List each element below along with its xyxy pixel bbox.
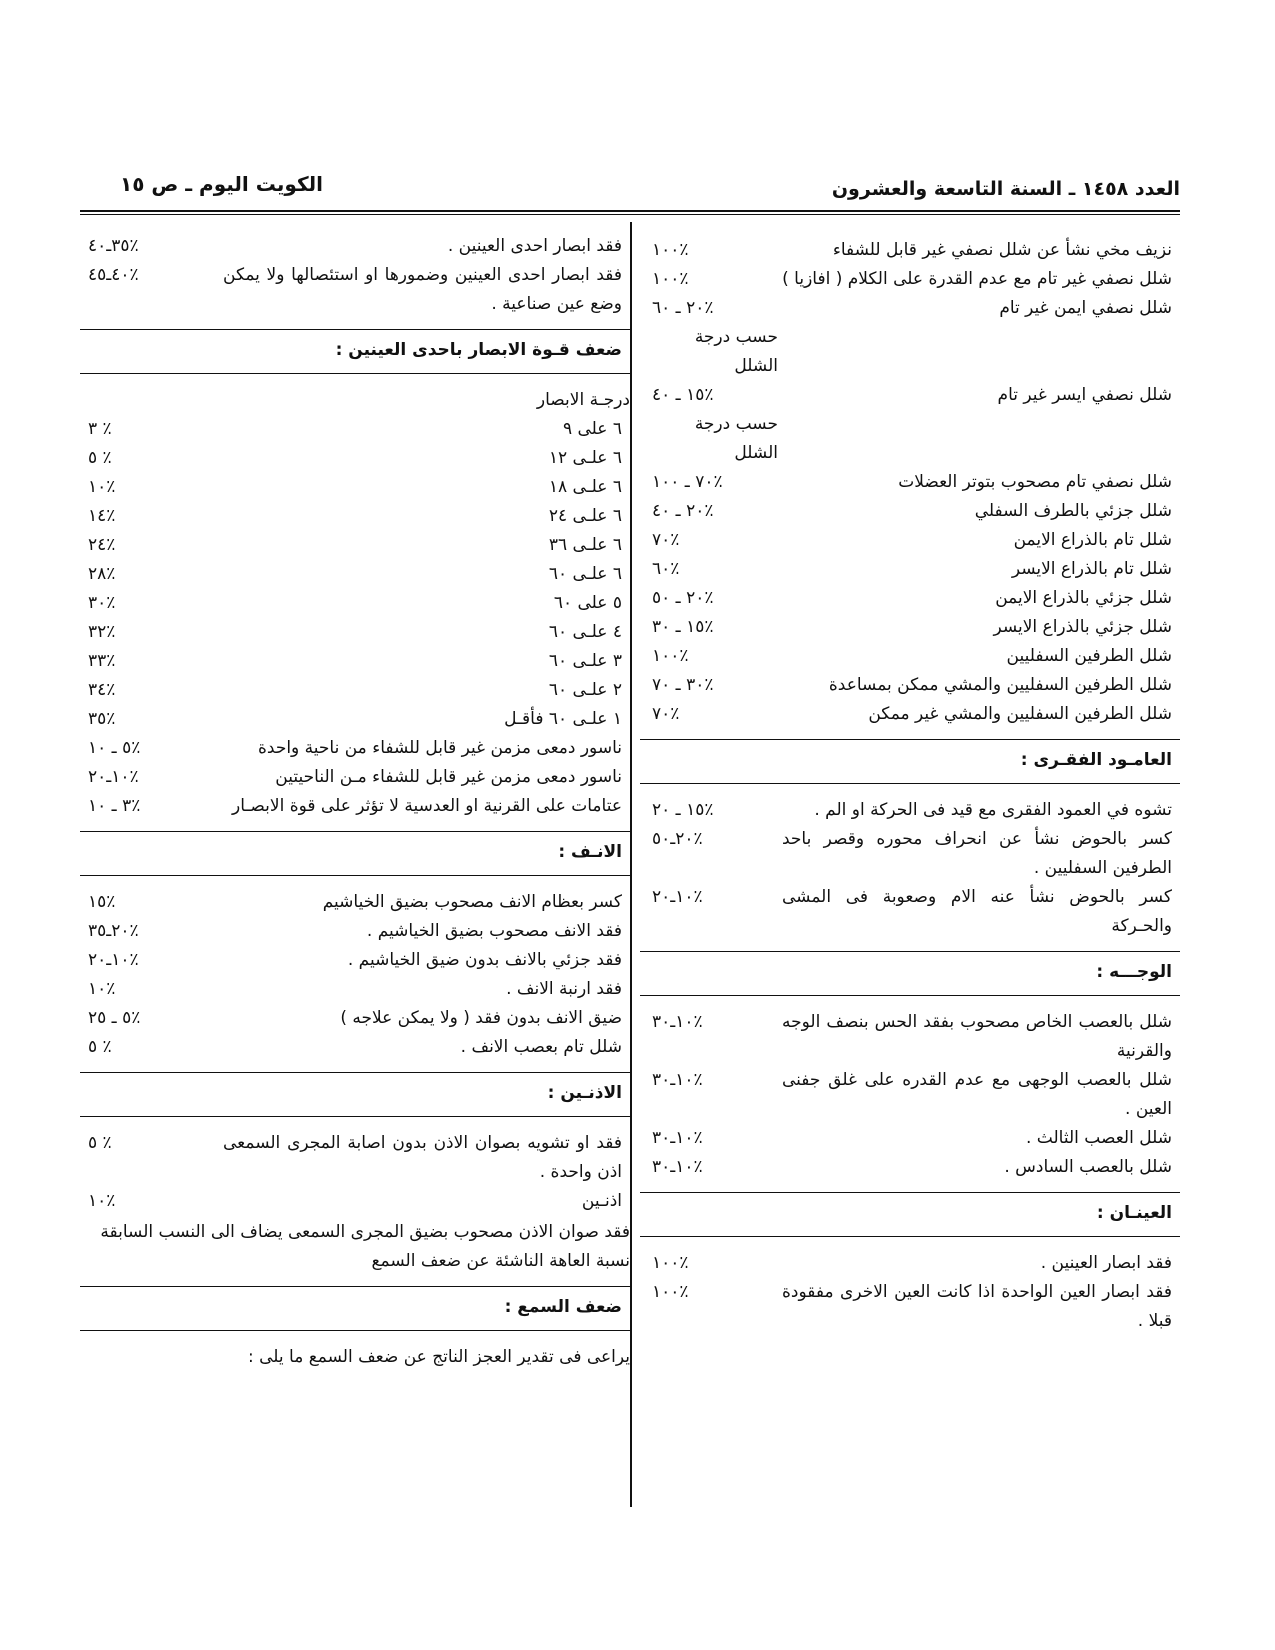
percentage-value: ١٥ ـ ٣٠٪ xyxy=(652,617,714,637)
vision-other-list xyxy=(80,734,630,821)
hearing-text: يراعى فى تقدير العجز الناتج عن ضعف السمع ما يلى : xyxy=(247,1347,630,1367)
item-description: شلل تام بعصب الانف . xyxy=(460,1037,622,1057)
percentage-note: حسب درجة الشلل xyxy=(694,327,778,376)
item-description: ناسور دمعى مزمن غير قابل للشفاء مـن الناحيتين xyxy=(275,767,622,787)
item-percentage xyxy=(80,1129,223,1158)
list-item xyxy=(80,1187,630,1216)
item-description: تشوه في العمود الفقرى مع قيد فى الحركة او الم . xyxy=(814,800,1172,820)
percentage-value: ١٠٪ xyxy=(88,1191,116,1211)
left-column xyxy=(80,232,630,1378)
percentage-value: ٣٠٪ xyxy=(88,593,116,613)
eyes-list xyxy=(640,1249,1180,1336)
item-description: ٣ علـى ٦٠ xyxy=(548,651,622,671)
item-description: ٦ علـى ٢٤ xyxy=(548,506,622,526)
item-percentage xyxy=(644,1278,782,1307)
percentage-value: ١٠ـ٣٠٪ xyxy=(652,1128,703,1148)
list-item xyxy=(640,265,1180,294)
ears-note: فقد صوان الاذن مصحوب بضيق المجرى السمعى يضاف الى النسب السابقة نسبة العاهة الناشئة عن ضعف السمع xyxy=(100,1222,630,1271)
item-description: ناسور دمعى مزمن غير قابل للشفاء من ناحية واحدة xyxy=(258,738,622,758)
percentage-value: ٥ ٪ xyxy=(88,1037,112,1057)
item-description: شلل بالعصب السادس . xyxy=(1004,1157,1172,1177)
section-title-face: الوجـــه : xyxy=(640,951,1180,996)
item-description: فقد ابصار العينين . xyxy=(1040,1253,1172,1273)
item-percentage xyxy=(80,444,223,473)
item-description: شلل بالعصب الخاص مصحوب بفقد الحس بنصف الوجه والقرنية xyxy=(782,1012,1172,1061)
percentage-value: ٣٥٪ xyxy=(88,709,116,729)
item-percentage xyxy=(644,584,782,613)
item-description: ٦ علـى ١٢ xyxy=(548,448,622,468)
item-percentage xyxy=(80,734,223,763)
vision-grade-heading: درجـة الابصار xyxy=(536,390,630,410)
item-percentage xyxy=(644,796,782,825)
percentage-value: ٣٠ ـ ٧٠٪ xyxy=(652,675,714,695)
percentage-value: ٥ ٪ xyxy=(88,448,112,468)
percentage-value: ٢٠ ـ ٦٠٪ xyxy=(652,298,714,318)
percentage-value: ٢٤٪ xyxy=(88,535,116,555)
percentage-value: ٢٠ ـ ٥٠٪ xyxy=(652,588,714,608)
percentage-value: ١٠ـ٣٠٪ xyxy=(652,1070,703,1090)
paralysis-list xyxy=(640,236,1180,729)
percentage-note: حسب درجة الشلل xyxy=(694,414,778,463)
item-percentage xyxy=(80,705,223,734)
item-description: شلل نصفي تام مصحوب بتوتر العضلات xyxy=(898,472,1172,492)
item-description: شلل بالعصب الوجهى مع عدم القدره على غلق جفنى العين . xyxy=(782,1070,1172,1119)
list-item xyxy=(80,888,630,917)
item-percentage xyxy=(80,1004,223,1033)
item-description: شلل تام بالذراع الايسر xyxy=(1011,559,1172,579)
list-item xyxy=(80,261,630,319)
item-description: كسر بالحوض نشأ عنه الام وصعوبة فى المشى والحـركة xyxy=(782,887,1172,936)
item-description: فقد ارنبة الانف . xyxy=(506,979,622,999)
journal-page-label: الكويت اليوم ـ ص ١٥ xyxy=(120,172,323,196)
issue-number: العدد ١٤٥٨ ـ السنة التاسعة والعشرون xyxy=(831,178,1180,200)
percentage-value: ١٠٠٪ xyxy=(652,269,689,289)
percentage-value: ٣٢٪ xyxy=(88,622,116,642)
page-header xyxy=(80,170,1180,210)
percentage-value: ١٠٠٪ xyxy=(652,1282,689,1302)
section-title-vision: ضعف قـوة الابصار باحدى العينين : xyxy=(80,329,630,374)
item-percentage xyxy=(80,261,223,290)
right-column xyxy=(640,236,1180,1336)
item-percentage xyxy=(644,883,782,912)
item-description: شلل العصب الثالث . xyxy=(1026,1128,1172,1148)
item-percentage xyxy=(80,946,223,975)
item-description: شلل جزئي بالذراع الايسر xyxy=(993,617,1172,637)
item-percentage xyxy=(80,792,223,821)
item-description: فقد ابصار احدى العينين . xyxy=(447,236,622,256)
percentage-value: ١٠ـ٣٠٪ xyxy=(652,1157,703,1177)
item-description: فقد او تشويه بصوان الاذن بدون اصابة المجرى السمعى اذن واحدة . xyxy=(223,1133,622,1182)
item-percentage xyxy=(80,531,223,560)
item-description: ضيق الانف بدون فقد ( ولا يمكن علاجه ) xyxy=(340,1008,622,1028)
item-description: شلل تام بالذراع الايمن xyxy=(1013,530,1172,550)
list-item xyxy=(640,1124,1180,1153)
item-percentage xyxy=(644,381,782,468)
percentage-value: ٣٤٪ xyxy=(88,680,116,700)
item-percentage xyxy=(644,671,782,700)
item-description: شلل نصفي ايسر غير تام xyxy=(997,385,1172,405)
item-percentage xyxy=(644,526,782,555)
percentage-value: ١٠٪ xyxy=(88,979,116,999)
percentage-value: ١٤٪ xyxy=(88,506,116,526)
section-title-nose: الانـف : xyxy=(80,831,630,876)
list-item xyxy=(80,473,630,502)
percentage-value: ٧٠ ـ ١٠٠٪ xyxy=(652,472,723,492)
list-item xyxy=(80,560,630,589)
eye-loss-list xyxy=(80,232,630,319)
section-title-hearing: ضعف السمع : xyxy=(80,1286,630,1331)
header-rule-thin xyxy=(80,214,1180,215)
item-percentage xyxy=(644,825,782,854)
section-title-spine: العامـود الفقـرى : xyxy=(640,739,1180,784)
item-percentage xyxy=(644,1249,782,1278)
percentage-value: ١٠ـ٣٠٪ xyxy=(652,1012,703,1032)
item-description: شلل نصفي غير تام مع عدم القدرة على الكلام ( افازيا ) xyxy=(782,269,1172,289)
item-description: اذنـين xyxy=(581,1191,622,1211)
item-description: كسر بعظام الانف مصحوب بضيق الخياشيم xyxy=(322,892,622,912)
item-percentage xyxy=(80,560,223,589)
item-percentage xyxy=(80,917,223,946)
percentage-value: ٧٠٪ xyxy=(652,530,680,550)
item-percentage xyxy=(80,888,223,917)
item-percentage xyxy=(644,294,782,381)
list-item xyxy=(80,444,630,473)
list-item xyxy=(640,613,1180,642)
item-percentage xyxy=(80,647,223,676)
percentage-value: ٧٠٪ xyxy=(652,704,680,724)
item-percentage xyxy=(644,700,782,729)
nose-list xyxy=(80,888,630,1062)
percentage-value: ١٠ـ٢٠٪ xyxy=(652,887,703,907)
percentage-value: ٣٣٪ xyxy=(88,651,116,671)
item-percentage xyxy=(80,618,223,647)
item-percentage xyxy=(644,265,782,294)
item-percentage xyxy=(80,676,223,705)
list-item xyxy=(640,294,1180,381)
item-description: شلل الطرفين السفليين xyxy=(1006,646,1172,666)
list-item xyxy=(640,642,1180,671)
item-description: ٥ على ٦٠ xyxy=(553,593,622,613)
item-percentage xyxy=(644,468,782,497)
item-description: شلل الطرفين السفليين والمشي غير ممكن xyxy=(868,704,1172,724)
item-description: ٤ علـى ٦٠ xyxy=(548,622,622,642)
percentage-value: ٣ ٪ xyxy=(88,419,112,439)
list-item xyxy=(640,555,1180,584)
item-description: ١ علـى ٦٠ فأقـل xyxy=(504,709,622,729)
item-percentage xyxy=(80,473,223,502)
list-item xyxy=(640,1066,1180,1124)
item-description: ٦ على ٩ xyxy=(562,419,622,439)
item-description: فقد الانف مصحوب بضيق الخياشيم . xyxy=(366,921,622,941)
list-item xyxy=(80,946,630,975)
percentage-value: ١٠٠٪ xyxy=(652,240,689,260)
list-item xyxy=(80,734,630,763)
item-description: ٦ علـى ٣٦ xyxy=(548,535,622,555)
list-item xyxy=(640,1008,1180,1066)
face-list xyxy=(640,1008,1180,1182)
percentage-value: ٢٠ـ٥٠٪ xyxy=(652,829,703,849)
percentage-value: ٥ ٪ xyxy=(88,1133,112,1153)
list-item xyxy=(640,1249,1180,1278)
list-item xyxy=(640,1278,1180,1336)
percentage-value: ١٠ـ٢٠٪ xyxy=(88,767,139,787)
list-item xyxy=(640,468,1180,497)
item-percentage xyxy=(644,555,782,584)
list-item xyxy=(640,671,1180,700)
percentage-value: ٢٠ـ٣٥٪ xyxy=(88,921,139,941)
percentage-value: ١٠٠٪ xyxy=(652,1253,689,1273)
percentage-value: ٦٠٪ xyxy=(652,559,680,579)
list-item xyxy=(640,236,1180,265)
item-description: عتامات على القرنية او العدسية لا تؤثر على قوة الابصـار xyxy=(232,796,622,816)
percentage-value: ٢٨٪ xyxy=(88,564,116,584)
list-item xyxy=(80,917,630,946)
list-item xyxy=(80,763,630,792)
list-item xyxy=(80,502,630,531)
item-description: ٢ علـى ٦٠ xyxy=(548,680,622,700)
list-item xyxy=(640,883,1180,941)
percentage-value: ١٠ـ٢٠٪ xyxy=(88,950,139,970)
item-percentage xyxy=(644,1153,782,1182)
percentage-value: ١٥٪ xyxy=(88,892,116,912)
item-percentage xyxy=(80,502,223,531)
list-item xyxy=(80,647,630,676)
list-item xyxy=(80,792,630,821)
item-percentage xyxy=(644,1008,782,1037)
section-title-ears: الاذنـين : xyxy=(80,1072,630,1117)
list-item xyxy=(80,1129,630,1187)
list-item xyxy=(80,232,630,261)
percentage-value: ٢٠ ـ ٤٠٪ xyxy=(652,501,714,521)
list-item xyxy=(640,584,1180,613)
item-description: شلل نصفي ايمن غير تام xyxy=(999,298,1172,318)
item-description: ٦ علـى ١٨ xyxy=(548,477,622,497)
item-percentage xyxy=(644,1066,782,1095)
item-percentage xyxy=(644,497,782,526)
list-item xyxy=(80,975,630,1004)
list-item xyxy=(640,796,1180,825)
item-description: كسر بالحوض نشأ عن انحراف محوره وقصر باحد الطرفين السفليين . xyxy=(782,829,1172,878)
ears-list xyxy=(80,1129,630,1216)
item-percentage xyxy=(80,415,223,444)
list-item xyxy=(80,676,630,705)
percentage-value: ٥ ـ ٢٥٪ xyxy=(88,1008,141,1028)
item-percentage xyxy=(644,642,782,671)
list-item xyxy=(80,618,630,647)
item-percentage xyxy=(80,975,223,1004)
spine-list xyxy=(640,796,1180,941)
percentage-value: ٥ ـ ١٠٪ xyxy=(88,738,141,758)
list-item xyxy=(80,1004,630,1033)
item-percentage xyxy=(80,1033,223,1062)
list-item xyxy=(640,497,1180,526)
item-percentage xyxy=(644,1124,782,1153)
item-description: نزيف مخي نشأ عن شلل نصفي غير قابل للشفاء xyxy=(832,240,1172,260)
percentage-value: ٣ ـ ١٠٪ xyxy=(88,796,141,816)
item-description: شلل جزئي بالطرف السفلي xyxy=(974,501,1172,521)
item-description: ٦ علـى ٦٠ xyxy=(548,564,622,584)
percentage-value: ١٠٪ xyxy=(88,477,116,497)
list-item xyxy=(640,526,1180,555)
percentage-value: ٣٥ـ٤٠٪ xyxy=(88,236,139,256)
item-description: شلل جزئي بالذراع الايمن xyxy=(995,588,1172,608)
list-item xyxy=(80,589,630,618)
list-item xyxy=(640,825,1180,883)
list-item xyxy=(80,531,630,560)
item-percentage xyxy=(644,613,782,642)
percentage-value: ١٥ ـ ٤٠٪ xyxy=(652,385,714,405)
percentage-value: ١٥ ـ ٢٠٪ xyxy=(652,800,714,820)
section-title-eyes: العينـان : xyxy=(640,1192,1180,1237)
list-item xyxy=(80,705,630,734)
column-divider xyxy=(630,222,632,1507)
item-description: فقد ابصار احدى العينين وضمورها او استئصالها ولا يمكن وضع عين صناعية . xyxy=(223,265,622,314)
list-item xyxy=(80,1033,630,1062)
item-description: فقد جزئي بالانف بدون ضيق الخياشيم . xyxy=(347,950,622,970)
list-item xyxy=(640,1153,1180,1182)
list-item xyxy=(80,415,630,444)
item-description: شلل الطرفين السفليين والمشي ممكن بمساعدة xyxy=(828,675,1172,695)
item-percentage xyxy=(80,1187,223,1216)
item-description: فقد ابصار العين الواحدة اذا كانت العين الاخرى مفقودة قبلا . xyxy=(782,1282,1172,1331)
list-item xyxy=(640,700,1180,729)
item-percentage xyxy=(80,589,223,618)
item-percentage xyxy=(80,232,223,261)
header-rule xyxy=(80,210,1180,212)
item-percentage xyxy=(644,236,782,265)
percentage-value: ١٠٠٪ xyxy=(652,646,689,666)
percentage-value: ٤٠ـ٤٥٪ xyxy=(88,265,139,285)
vision-grades-list xyxy=(80,415,630,734)
list-item xyxy=(640,381,1180,468)
item-percentage xyxy=(80,763,223,792)
